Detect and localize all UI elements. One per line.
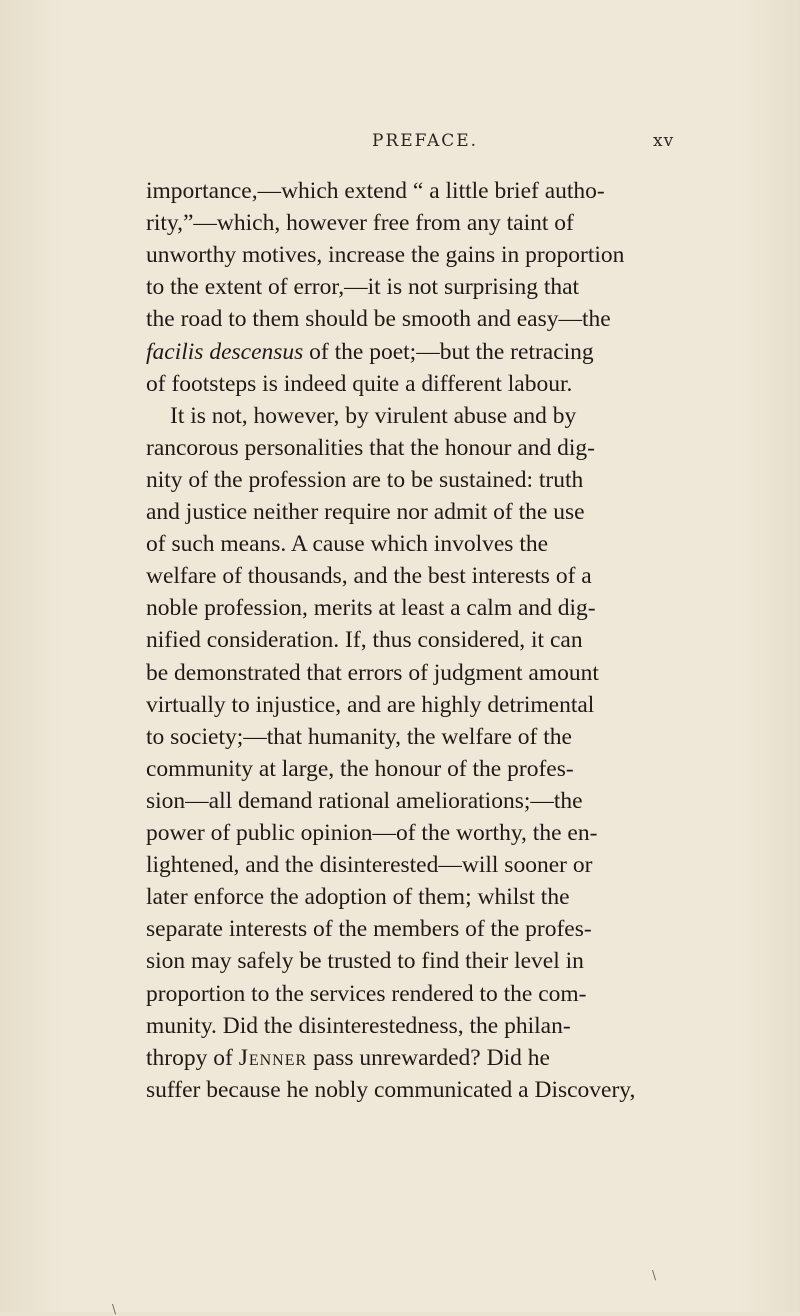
text-line: the road to them should be smooth and easy—the (146, 306, 611, 333)
text-line: power of public opinion—of the worthy, the en- (146, 820, 598, 846)
text-line: of such means. A cause which involves the (146, 531, 549, 558)
text-line: It is not, however, by virulent abuse and by (170, 402, 577, 429)
text-line: rancorous personalities that the honour and dig- (146, 434, 595, 461)
stray-mark: \ (652, 1268, 657, 1282)
text-line: munity. Did the disinterestedness, the philan- (146, 1012, 571, 1039)
stray-mark: \ (112, 1302, 117, 1316)
text-line: welfare of thousands, and the best interests of a (146, 563, 592, 590)
text-line: sion may safely be trusted to find their level in (146, 948, 584, 975)
text-line: later enforce the adoption of them; whilst the (146, 884, 570, 911)
name-smallcaps: Jenner (238, 1044, 308, 1071)
text-line: sion—all demand rational ameliorations;—the (146, 787, 583, 814)
text-line: unworthy motives, increase the gains in proportion (146, 242, 625, 269)
text-line: separate interests of the members of the profes- (146, 916, 592, 943)
text-line: nity of the profession are to be sustained: truth (146, 466, 584, 493)
text-line: to society;—that humanity, the welfare of the (146, 723, 572, 750)
running-title: PREFACE. (372, 131, 479, 151)
page-number: xv (653, 131, 675, 151)
text-line (146, 336, 594, 368)
text-segment: thropy of (146, 1044, 239, 1071)
text-line: proportion to the services rendered to the com- (146, 980, 587, 1007)
text-line: importance,—which extend “ a little brief autho- (146, 178, 605, 204)
text-line: to the extent of error,—it is not surprising that (146, 274, 580, 301)
text-line: suffer because he nobly communicated a Discovery, (146, 1076, 636, 1103)
text-line: noble profession, merits at least a calm and dig- (146, 595, 596, 622)
text-line: and justice neither require nor admit of the use (146, 499, 585, 525)
text-line: rity,”—which, however free from any taint of (146, 210, 574, 237)
text-segment: pass unrewarded? Did he (307, 1044, 550, 1071)
text-line: community at large, the honour of the profes- (146, 755, 574, 782)
text-segment: of the poet;—but the retracing (303, 338, 594, 365)
text-line: be demonstrated that errors of judgment amount (146, 659, 599, 686)
text-line: virtually to injustice, and are highly detrimental (146, 691, 595, 718)
running-head (0, 131, 800, 161)
italic-phrase: facilis descensus (146, 338, 304, 365)
text-line: of footsteps is indeed quite a different labour. (146, 370, 573, 397)
text-line: lightened, and the disinterested—will sooner or (146, 852, 593, 879)
text-line: nified consideration. If, thus considered, it can (146, 627, 583, 654)
text-line (146, 1042, 550, 1074)
